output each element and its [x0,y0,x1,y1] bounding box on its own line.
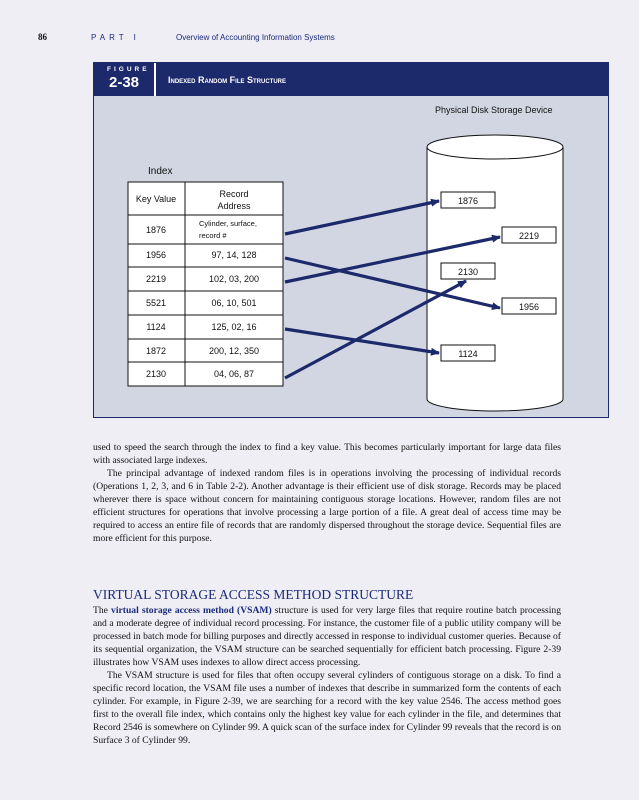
index-table [128,182,283,386]
row-address: 04, 06, 87 [213,369,255,379]
row-address: 200, 12, 350 [208,346,260,356]
running-header [0,32,639,46]
row-address: 06, 10, 501 [211,298,257,308]
row-address: 125, 02, 16 [211,322,257,332]
row-key: 1124 [146,322,166,332]
record-label: 1956 [518,302,540,312]
row-key: 1956 [145,250,167,260]
header-address: Address [217,201,251,211]
figure-title: Indexed Random File Structure [168,75,287,85]
figure-word: FIGURE [107,66,150,73]
row-address: 102, 03, 200 [208,274,260,284]
figure-number: 2-38 [109,74,140,91]
record-label: 2130 [457,267,479,277]
record-box-2130 [441,263,495,279]
figure-2-38 [93,62,609,418]
record-box-1876 [441,192,495,208]
part-title: Overview of Accounting Information Systems [176,33,335,42]
record-box-2219 [502,227,556,243]
row-address: Cylinder, surface, [199,219,257,228]
text-run: structure is used for very large files that require routine batch processing and a moderate degree of individual record processing. For instance, the customer file of a public utility company will be processed in batch mode for billing purposes and directly accessed in response to individual customer queries. Because of its sequential organization, the VSAM structure can be searched sequentially for efficient batch processing. Figure 2-39 illustrates how VSAM uses indexes to allow direct access processing. [93,605,561,668]
paragraph [93,604,561,669]
paragraph: The principal advantage of indexed random files is in operations involving the processing of individual records (Operations 1, 2, 3, and 6 in Table 2-2). Another advantage is their efficient use of disk storage. Records may be placed wherever there is space without concern for maintaining contiguous storage locations. However, random files are not efficient structures for operations that involve processing a large portion of a file. A great deal of access time may be required to access an entire file of records that are randomly dispersed throughout the storage device. Sequential files are more efficient for this purpose. [93,468,561,544]
row-key: 2219 [145,274,167,284]
index-label: Index [148,166,173,177]
device-label: Physical Disk Storage Device [435,105,553,115]
paragraph: The VSAM structure is used for files that often occupy several cylinders of contiguous storage on a disk. To find a specific record location, the VSAM file uses a number of indexes that describe in summarized form the contents of each cylinder. For example, in Figure 2-39, we are searching for a record with the key value 2546. The access method goes first to the overall file index, which contains only the highest key value for each cylinder in the file, and determines that Record 2546 is somewhere on Cylinder 99. A quick scan of the surface index for Cylinder 99 reveals that the record is on Surface 3 of Cylinder 99. [93,670,561,746]
paragraph: used to speed the search through the index to find a key value. This becomes particularly important for large data files with associated large indexes. [93,442,561,466]
row-key: 2130 [145,369,167,379]
page-number: 86 [38,32,47,42]
record-label: 1876 [457,196,479,206]
row-address: 97, 14, 128 [211,250,257,260]
header-key-value: Key Value [135,194,177,204]
record-box-1956 [502,298,556,314]
text-run: The [93,605,112,616]
key-term: virtual storage access method (VSAM) [111,605,272,616]
record-label: 2219 [518,231,540,241]
row-key: 5521 [145,298,167,308]
part-label: PART I [91,33,140,42]
arrow-1876 [285,201,439,234]
arrow-1124 [285,329,439,353]
record-label: 1124 [458,349,478,359]
row-address-line2: record # [199,231,227,240]
row-key: 1876 [145,225,167,235]
body-text-lower [93,604,561,747]
row-key: 1872 [145,346,167,356]
record-box-1124 [441,345,495,361]
header-record: Record [219,189,249,199]
index-diagram [94,63,608,417]
section-heading: VIRTUAL STORAGE ACCESS METHOD STRUCTURE [93,587,414,602]
body-text-upper [93,441,561,545]
